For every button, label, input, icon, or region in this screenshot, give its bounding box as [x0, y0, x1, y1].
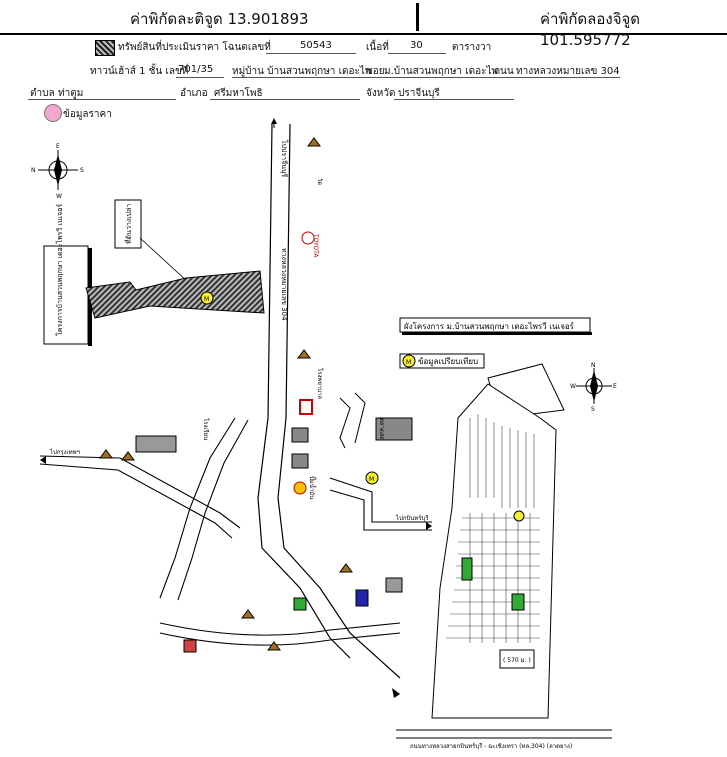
- temple-icon-2: [298, 350, 310, 358]
- district-label: อำเภอ: [180, 88, 208, 99]
- temple-icon-7: [268, 642, 280, 650]
- house-underline: [176, 77, 224, 78]
- project-green-area-1: [462, 558, 472, 580]
- house-number: 701/35: [178, 64, 214, 75]
- comparison-marker-market-text: M: [369, 476, 375, 483]
- hospital-label: โรงพยาบาล: [316, 368, 323, 400]
- road-value: ทางหลวงหมายเลข 304: [516, 66, 620, 77]
- comparison-marker-parcel-text: M: [204, 296, 210, 303]
- project-label-box: [44, 246, 88, 344]
- compass-left-s: S: [80, 167, 84, 174]
- compass-right-w: W: [570, 383, 576, 390]
- road-label: ถนน: [494, 66, 514, 77]
- building-blue: [356, 590, 368, 606]
- price-point-label: ข้อมูลราคา: [63, 109, 112, 120]
- left-road-arrow: [40, 456, 46, 464]
- area-underline: [388, 53, 446, 54]
- highway-north-arrowhead: [271, 118, 277, 124]
- compass-left: [31, 143, 84, 200]
- province-label: จังหวัด: [366, 88, 396, 99]
- subdistrict-label: ตำบล: [30, 88, 55, 99]
- side-road-market-1: [340, 398, 350, 448]
- longitude-label: ค่าพิกัดลองจิจูด 101.595772: [540, 10, 641, 49]
- market-label: ตลาดสด: [378, 418, 385, 441]
- province-underline: [394, 99, 514, 100]
- temple-icon-5: [340, 564, 352, 572]
- subdistrict-value: ท่าตูม: [58, 88, 84, 99]
- to-kabinburi-label: ไปกบินทร์บุรี: [396, 515, 429, 522]
- compass-right-n: N: [591, 362, 596, 369]
- area-unit: ตารางวา: [452, 42, 492, 53]
- diagonal-road-right-edge: [178, 420, 248, 600]
- compass-right-s: S: [591, 406, 595, 413]
- soi-label: ซอย: [366, 66, 385, 77]
- compass-left-e: E: [56, 143, 60, 150]
- asset-type-prefix: ทรัพย์สินที่ประเมินราคา โฉนดเลขที่: [118, 42, 271, 53]
- side-road-market-2: [355, 393, 365, 443]
- building-red: [184, 640, 196, 652]
- address-underline: [232, 77, 620, 78]
- district-value: ศรีมหาโพธิ: [214, 88, 263, 99]
- lower-highway-arrow: [392, 688, 400, 698]
- deed-underline: [266, 53, 356, 54]
- project-distance-label: ( 570 ม. ): [503, 657, 531, 664]
- project-vertical-label: โครงการบ้านสวนพฤกษา เดอะไพรวี เนเจอร์: [56, 203, 64, 336]
- highway-304-left-edge: [258, 124, 350, 658]
- subject-land-parcel: [86, 271, 264, 318]
- header-divider: [416, 3, 419, 31]
- project-access-arrow: [426, 522, 432, 530]
- temple-icon-6: [242, 610, 254, 618]
- district-underline: [210, 99, 360, 100]
- comparison-legend-label: ข้อมูลเปรียบเทียบ: [418, 357, 479, 366]
- building-market-2: [292, 454, 308, 468]
- compass-left-w: W: [56, 193, 62, 200]
- highway-304-right-edge: [278, 124, 400, 678]
- to-bangkok-label: ไปกรุงเทพฯ: [50, 449, 80, 456]
- hatched-parcel-swatch: [95, 40, 115, 56]
- village-label: หมู่บ้าน บ้านสวนพฤกษา เดอะไพ: [232, 66, 372, 77]
- temple-icon-4: [122, 452, 134, 460]
- toyota-label: TOYOTA: [312, 234, 319, 258]
- building-row-left: [136, 436, 176, 452]
- deed-number: 50543: [300, 40, 332, 51]
- subject-house-marker: [514, 511, 524, 521]
- province-value: ปราจีนบุรี: [398, 88, 440, 99]
- project-plan-title: ผังโครงการ ม.บ้านสวนพฤกษา เดอะไพรวี เนเจอร์: [404, 322, 574, 331]
- subdistrict-underline: [28, 99, 176, 100]
- building-market: [292, 428, 308, 442]
- building-green: [294, 598, 306, 610]
- location-map: [0, 118, 727, 757]
- gas-station-icon: [294, 482, 306, 494]
- area-label: เนื้อที่: [366, 42, 389, 53]
- project-plan-title-shadow: [402, 332, 592, 335]
- to-prachinburi-label: ไปปราจีนบุรี: [280, 140, 288, 178]
- bottom-road-top-edge: [160, 623, 400, 635]
- temple-label: วัด: [316, 178, 323, 186]
- building-label: ทาวน์เฮ้าส์ 1 ชั้น เลขที่: [90, 66, 189, 77]
- compass-right-e: E: [613, 383, 617, 390]
- soi-value: ม.บ้านสวนพฤกษา เดอะไพ: [384, 66, 499, 77]
- land-plot-label: ที่ดินว่างเปล่า: [125, 203, 133, 244]
- housing-project-plan: [432, 384, 556, 718]
- area-value: 30: [410, 40, 423, 51]
- hospital-marker: [300, 400, 312, 414]
- temple-icon-3: [100, 450, 112, 458]
- compass-right: [570, 362, 617, 413]
- latitude-label: ค่าพิกัดละติจูด 13.901893: [130, 10, 309, 28]
- temple-icon-1: [308, 138, 320, 146]
- gas-station-label: ปั๊มน้ำมัน: [308, 476, 315, 500]
- project-green-area-2: [512, 594, 524, 610]
- bottom-road-label: ถนนทางหลวงสายกบินทร์บุรี - ฉะเชิงเทรา (ทล.304) (ลาดยาง): [410, 743, 573, 750]
- road-304-label: ทางหลวงหมายเลข 304: [280, 248, 288, 321]
- school-label: โรงเรียน: [202, 418, 209, 441]
- building-gray: [386, 578, 402, 592]
- comparison-legend-marker-text: M: [406, 359, 412, 366]
- project-access-road-bottom: [330, 490, 432, 530]
- compass-left-n: N: [31, 167, 36, 174]
